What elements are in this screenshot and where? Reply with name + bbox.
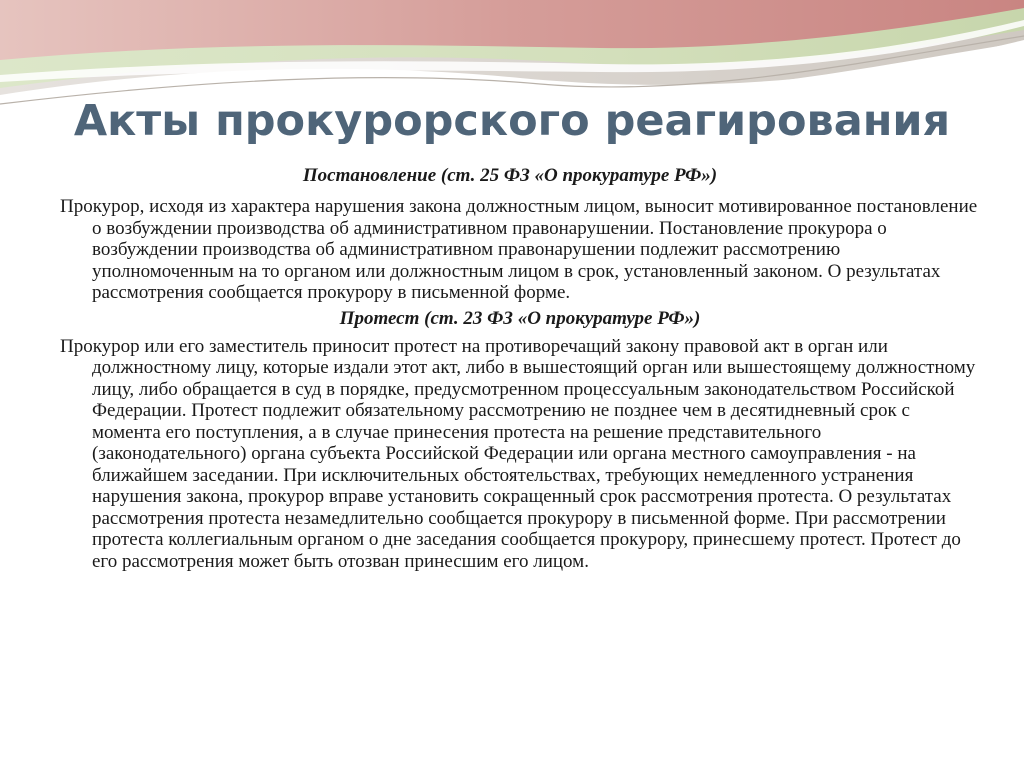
section-text-protest: Прокурор или его заместитель приносит протест на противоречащий закону правовой акт в орган или должностному лицу, которые издали этот акт, либо в вышестоящий орган или вышестоящему должностному лицу, либо обращается в суд в порядке, предусмотренном процессуальным законодательством Российской Федерации. Протест подлежит обязательному рассмотрению не позднее чем в десятидневный срок с момента его поступления, а в случае принесения протеста на решение представительного (законодательного) органа субъекта Российской Федерации или органа местного самоуправления - на ближайшем заседании. При исключительных обстоятельствах, требующих немедленного устранения нарушения закона, прокурор вправе установить сокращенный срок рассмотрения протеста. О результатах рассмотрения протеста незамедлительно сообщается прокурору в письменной форме. При рассмотрении протеста коллегиальным органом о дне заседания сообщается прокурору, принесшему протест. Протест до его рассмотрения может быть отозван принесшим его лицом.: [60, 335, 976, 572]
section-heading-protest: Протест (ст. 23 ФЗ «О прокуратуре РФ»): [339, 307, 701, 329]
slide-title: Акты прокурорского реагирования: [73, 96, 951, 146]
content-area: [60, 165, 980, 572]
section-heading-resolution: Постановление (ст. 25 ФЗ «О прокуратуре РФ»): [302, 165, 718, 186]
section-text-resolution: Прокурор, исходя из характера нарушения закона должностным лицом, выносит мотивированное постановление о возбуждении производства об административном правонарушении. Постановление прокурора о возбуждении производства об административном правонарушении подлежит рассмотрению уполномоченным на то органом или должностным лицом в срок, установленный законом. О результатах рассмотрения сообщается прокурору в письменной форме.: [60, 196, 978, 303]
